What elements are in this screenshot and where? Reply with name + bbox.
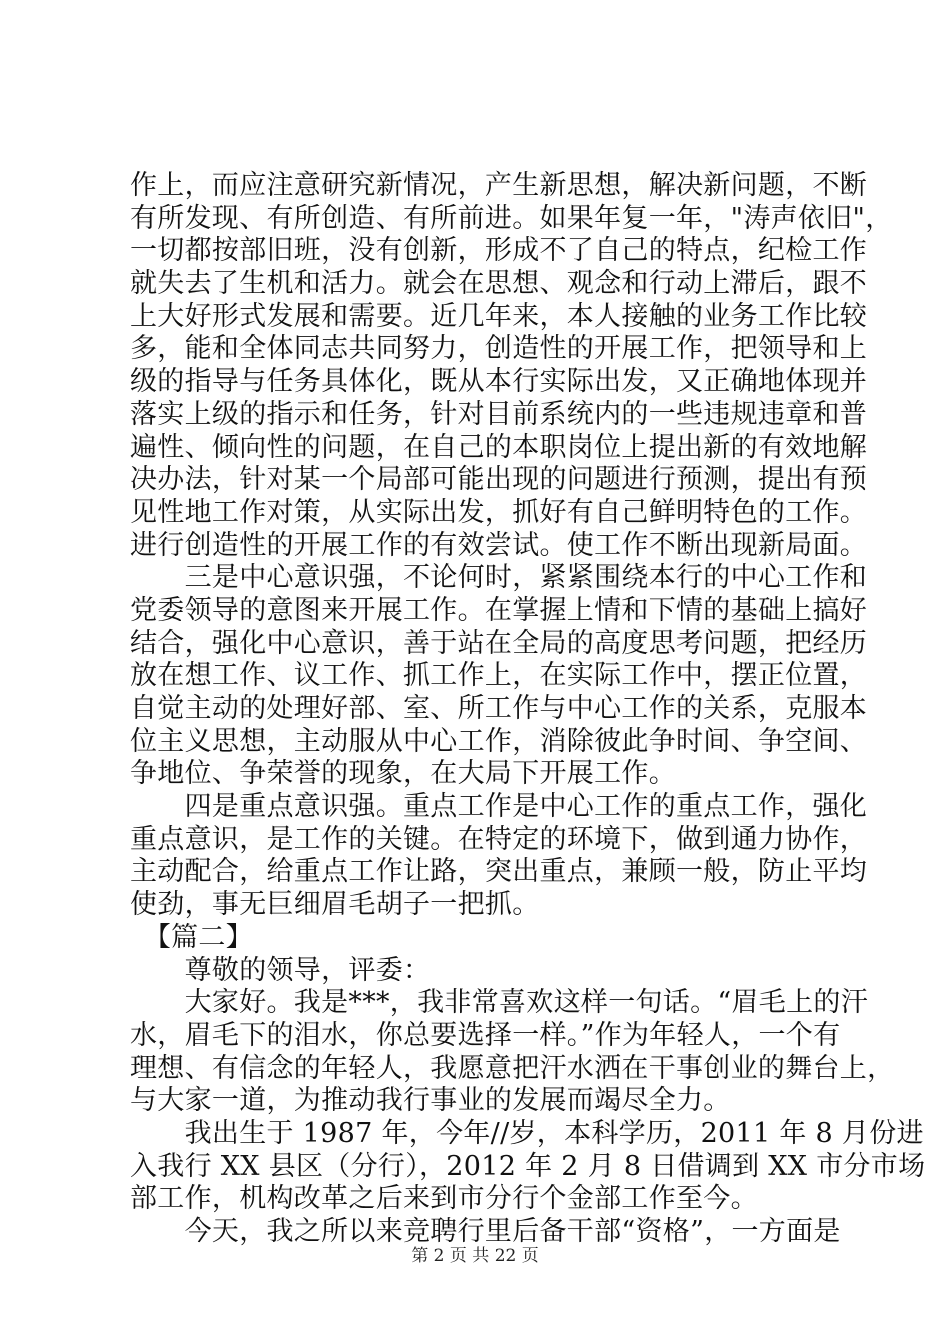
text-line: 我出生于 1987 年，今年//岁，本科学历，2011 年 8 月份进 xyxy=(130,1117,924,1149)
text-line: 多，能和全体同志共同努力，创造性的开展工作，把领导和上 xyxy=(130,333,868,365)
page-footer: 第 2 页 共 22 页 xyxy=(411,1246,539,1266)
text-line: 今天，我之所以来竞聘行里后备干部“资格”，一方面是 xyxy=(130,1216,841,1247)
text-line: 党委领导的意图来开展工作。在掌握上情和下情的基础上搞好 xyxy=(130,594,868,626)
text-line: 见性地工作对策，从实际出发，抓好有自己鲜明特色的工作。 xyxy=(130,496,868,528)
text-line: 进行创造性的开展工作的有效尝试。使工作不断出现新局面。 xyxy=(130,529,868,561)
text-line: 水，眉毛下的泪水，你总要选择一样。”作为年轻人，一个有 xyxy=(130,1019,841,1051)
text-line: 上大好形式发展和需要。近几年来，本人接触的业务工作比较 xyxy=(130,300,868,332)
text-line: 决办法，针对某一个局部可能出现的问题进行预测，提出有预 xyxy=(130,464,868,496)
text-line: 作上，而应注意研究新情况，产生新思想，解决新问题，不断 xyxy=(130,170,868,201)
section-heading: 【篇二】 xyxy=(130,921,253,953)
text-line: 级的指导与任务具体化，既从本行实际出发，又正确地体现并 xyxy=(130,366,868,398)
document-body xyxy=(130,170,926,1249)
text-line: 放在想工作、议工作、抓工作上，在实际工作中，摆正位置， xyxy=(130,660,868,692)
text-line: 就失去了生机和活力。就会在思想、观念和行动上滞后，跟不 xyxy=(130,268,868,300)
text-line: 争地位、争荣誉的现象，在大局下开展工作。 xyxy=(130,758,676,790)
text-line: 主动配合，给重点工作让路，突出重点，兼顾一般，防止平均 xyxy=(130,856,868,888)
text-line: 理想、有信念的年轻人，我愿意把汗水洒在干事创业的舞台上， xyxy=(130,1052,895,1084)
text-line: 部工作，机构改革之后来到市分行个金部工作至今。 xyxy=(130,1183,758,1215)
text-line: 有所发现、有所创造、有所前进。如果年复一年，"涛声依旧"， xyxy=(130,202,893,234)
text-line: 落实上级的指示和任务，针对目前系统内的一些违规违章和普 xyxy=(130,398,868,430)
text-line: 与大家一道，为推动我行事业的发展而竭尽全力。 xyxy=(130,1085,731,1117)
text-line: 位主义思想，主动服从中心工作，消除彼此争时间、争空间、 xyxy=(130,725,868,757)
text-line: 遍性、倾向性的问题，在自己的本职岗位上提出新的有效地解 xyxy=(130,431,868,463)
text-line: 大家好。我是***，我非常喜欢这样一句话。“眉毛上的汗 xyxy=(130,987,869,1019)
text-line: 四是重点意识强。重点工作是中心工作的重点工作，强化 xyxy=(130,791,868,823)
text-line: 入我行 XX 县区（分行），2012 年 2 月 8 日借调到 XX 市分市场 xyxy=(130,1150,926,1182)
text-line: 三是中心意识强，不论何时，紧紧围绕本行的中心工作和 xyxy=(130,562,868,594)
text-line: 重点意识，是工作的关键。在特定的环境下，做到通力协作， xyxy=(130,823,868,855)
text-line: 自觉主动的处理好部、室、所工作与中心工作的关系，克服本 xyxy=(130,693,868,724)
text-line: 结合，强化中心意识，善于站在全局的高度思考问题，把经历 xyxy=(130,627,868,659)
text-line: 尊敬的领导，评委： xyxy=(130,954,431,986)
text-line: 一切都按部旧班，没有创新，形成不了自己的特点，纪检工作 xyxy=(130,235,868,267)
text-line: 使劲，事无巨细眉毛胡子一把抓。 xyxy=(130,889,540,921)
